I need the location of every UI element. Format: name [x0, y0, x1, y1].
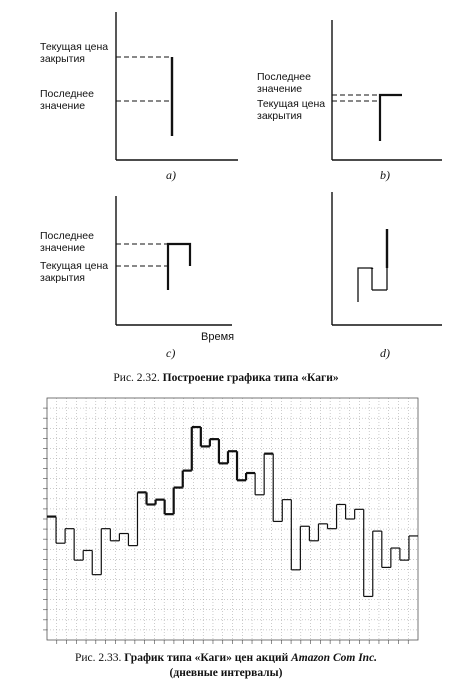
- label-line: Текущая цена: [257, 98, 326, 110]
- panel-c-x-axis-label: Время: [201, 331, 235, 343]
- panel-d-sublabel: d): [380, 346, 390, 360]
- label-line: значение: [257, 83, 303, 95]
- label-line: Текущая цена: [40, 41, 109, 53]
- chart-grid: [47, 398, 418, 640]
- label-line: Текущая цена: [40, 260, 109, 272]
- caption-title: График типа «Каги» цен акций: [124, 652, 289, 664]
- label-line: закрытия: [257, 110, 302, 122]
- label-line: Последнее: [40, 88, 94, 100]
- panel-c-sublabel: c): [166, 346, 176, 360]
- caption-title: Построение графика типа «Каги»: [162, 372, 339, 384]
- label-line: закрытия: [40, 272, 85, 284]
- figure-2-33-caption: [0, 652, 452, 664]
- caption-number: Рис. 2.32.: [113, 372, 160, 384]
- figure-2-33-caption-line2: [0, 667, 452, 679]
- chart-ticks: [43, 408, 408, 644]
- label-line: Последнее: [40, 230, 94, 242]
- label-line: закрытия: [40, 53, 85, 65]
- caption-company: Amazon Com Inc.: [291, 652, 378, 664]
- panel-a-sublabel: a): [166, 168, 176, 182]
- caption-subtitle: (дневные интервалы): [169, 667, 283, 679]
- label-line: Последнее: [257, 71, 311, 83]
- panel-b-sublabel: b): [380, 168, 390, 182]
- label-line: значение: [40, 242, 86, 254]
- label-line: значение: [40, 100, 86, 112]
- caption-number: Рис. 2.33.: [74, 652, 122, 664]
